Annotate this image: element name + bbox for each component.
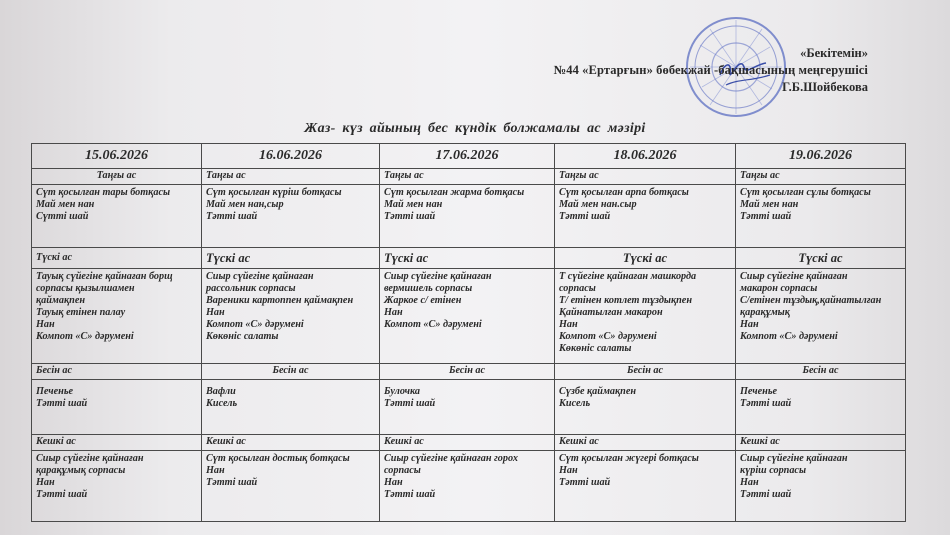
food-item: Май мен нан.сыр	[559, 199, 637, 210]
food-item: Нан	[740, 319, 759, 330]
snack-cell	[202, 380, 380, 435]
food-item: Сүзбе қаймақпен	[559, 386, 637, 397]
dinner-cell	[736, 451, 906, 522]
date-cell: 16.06.2026	[202, 144, 380, 169]
food-item: Сиыр сүйегіне қайнаған	[740, 453, 848, 464]
food-item: Нан	[36, 319, 55, 330]
dinner-row	[32, 451, 906, 522]
date-cell: 18.06.2026	[555, 144, 736, 169]
meal-label: Кешкі ас	[380, 435, 555, 451]
approval-position: №44 «Ертарғын» бөбекжай -бақшасының меңгерушісі	[553, 63, 868, 77]
meal-label: Кешкі ас	[736, 435, 906, 451]
meal-label: Таңғы ас	[380, 169, 555, 185]
food-item: сорпасы	[559, 283, 596, 294]
food-item: Сүт қосылған тары ботқасы	[36, 187, 171, 198]
food-item: Сүт қосылған жарма ботқасы	[384, 187, 525, 198]
meal-label: Түскі ас	[380, 248, 555, 269]
food-item: қарақұмық сорпасы	[36, 465, 126, 476]
meal-label: Түскі ас	[555, 248, 736, 269]
food-item: Сүтті шай	[36, 211, 89, 222]
snack-label-row	[32, 364, 906, 380]
food-item: рассольник сорпасы	[206, 283, 296, 294]
lunch-row	[32, 269, 906, 364]
date-cell: 15.06.2026	[32, 144, 202, 169]
meal-label: Кешкі ас	[202, 435, 380, 451]
food-item: Печенье	[740, 386, 778, 397]
food-item: Тауық сүйегіне қайнаған борщ	[36, 271, 173, 282]
dinner-cell	[32, 451, 202, 522]
food-item: Т сүйегіне қайнаған машкорда	[559, 271, 697, 282]
lunch-cell	[32, 269, 202, 364]
snack-cell	[555, 380, 736, 435]
food-item: Қайнатылған макарон	[559, 307, 663, 318]
dinner-cell	[202, 451, 380, 522]
meal-label: Кешкі ас	[32, 435, 202, 451]
food-item: Тәтті шай	[384, 489, 436, 500]
food-item: Кисель	[559, 398, 591, 409]
snack-cell	[32, 380, 202, 435]
food-item: Сиыр сүйегіне қайнаған горох	[384, 453, 518, 464]
food-item: Компот «С» дәрумені	[740, 331, 838, 342]
food-item: макарон сорпасы	[740, 283, 818, 294]
approval-block	[554, 45, 868, 96]
food-item: Тәтті шай	[559, 477, 611, 488]
food-item: Тәтті шай	[384, 398, 436, 409]
breakfast-label-row	[32, 169, 906, 185]
breakfast-cell	[736, 185, 906, 248]
food-item: Көкөніс салаты	[206, 331, 279, 342]
meal-label: Таңғы ас	[202, 169, 380, 185]
food-item: күріш сорпасы	[740, 465, 807, 476]
snack-cell	[380, 380, 555, 435]
meal-label: Таңғы ас	[736, 169, 906, 185]
date-cell: 19.06.2026	[736, 144, 906, 169]
food-item: Сүт қосылған достық ботқасы	[206, 453, 350, 464]
food-item: сорпасы	[384, 465, 421, 476]
food-item: Вафли	[206, 386, 236, 397]
meal-label: Кешкі ас	[555, 435, 736, 451]
food-item: Сиыр сүйегіне қайнаған	[740, 271, 848, 282]
food-item: қарақұмық	[740, 307, 790, 318]
food-item: Нан	[206, 307, 225, 318]
food-item: Сиыр сүйегіне қайнаған	[206, 271, 314, 282]
breakfast-row	[32, 185, 906, 248]
menu-title: Жаз- күз айының бес күндік болжамалы ас мәзірі	[304, 121, 646, 136]
breakfast-cell	[202, 185, 380, 248]
food-item: Тәтті шай	[36, 398, 88, 409]
food-item: Т/ етінен котлет тұздықпен	[559, 295, 692, 306]
lunch-cell	[380, 269, 555, 364]
food-item: Нан	[36, 477, 55, 488]
meal-label: Түскі ас	[32, 248, 202, 269]
food-item: Кисель	[206, 398, 238, 409]
meal-label: Бесін ас	[736, 364, 906, 380]
food-item: Тәтті шай	[740, 211, 792, 222]
food-item: Компот «С» дәрумені	[36, 331, 134, 342]
breakfast-cell	[32, 185, 202, 248]
food-item: Нан	[559, 465, 578, 476]
food-item: Тәтті шай	[206, 211, 258, 222]
food-item: Нан	[206, 465, 225, 476]
lunch-cell	[555, 269, 736, 364]
meal-label: Түскі ас	[202, 248, 380, 269]
food-item: Май мен нан	[36, 199, 95, 210]
breakfast-cell	[555, 185, 736, 248]
snack-cell	[736, 380, 906, 435]
breakfast-cell	[380, 185, 555, 248]
food-item: Булочка	[384, 386, 421, 397]
lunch-cell	[202, 269, 380, 364]
food-item: Нан	[384, 477, 403, 488]
food-item: Компот «С» дәрумені	[206, 319, 304, 330]
menu-table	[31, 143, 906, 522]
food-item: Тәтті шай	[559, 211, 611, 222]
meal-label: Түскі ас	[736, 248, 906, 269]
dinner-cell	[555, 451, 736, 522]
approval-heading: «Бекітемін»	[800, 46, 868, 60]
food-item: Тәтті шай	[740, 489, 792, 500]
food-item: Тәтті шай	[36, 489, 88, 500]
food-item: Май мен нан	[740, 199, 799, 210]
meal-label: Бесін ас	[32, 364, 202, 380]
food-item: Вареники картоппен қаймақпен	[206, 295, 354, 306]
food-item: Май мен нан	[384, 199, 443, 210]
food-item: Тәтті шай	[740, 398, 792, 409]
dinner-cell	[380, 451, 555, 522]
food-item: вермишель сорпасы	[384, 283, 473, 294]
food-item: Нан	[740, 477, 759, 488]
food-item: Тәтті шай	[384, 211, 436, 222]
food-item: Компот «С» дәрумені	[384, 319, 482, 330]
meal-label: Таңғы ас	[555, 169, 736, 185]
food-item: Нан	[559, 319, 578, 330]
dinner-label-row	[32, 435, 906, 451]
food-item: Сүт қосылған күріш ботқасы	[206, 187, 342, 198]
food-item: Тауық етінен палау	[36, 307, 126, 318]
approval-signatory: Г.Б.Шойбекова	[782, 80, 868, 94]
date-cell: 17.06.2026	[380, 144, 555, 169]
meal-label: Бесін ас	[555, 364, 736, 380]
lunch-label-row	[32, 248, 906, 269]
meal-label: Бесін ас	[202, 364, 380, 380]
food-item: Жаркое с/ етінен	[384, 295, 462, 306]
food-item: сорпасы қызылшамен	[36, 283, 135, 294]
food-item: Сиыр сүйегіне қайнаған	[384, 271, 492, 282]
snack-row	[32, 380, 906, 435]
food-item: қаймақпен	[36, 295, 86, 306]
meal-label: Таңғы ас	[32, 169, 202, 185]
food-item: Нан	[384, 307, 403, 318]
food-item: С/етінен тұздық,қайнатылған	[740, 295, 882, 306]
date-row	[32, 144, 906, 169]
food-item: Сүт қосылған сұлы ботқасы	[740, 187, 871, 198]
food-item: Сүт қосылған жүгері ботқасы	[559, 453, 699, 464]
food-item: Май мен нан,сыр	[206, 199, 284, 210]
food-item: Көкөніс салаты	[559, 343, 632, 354]
meal-label: Бесін ас	[380, 364, 555, 380]
lunch-cell	[736, 269, 906, 364]
food-item: Печенье	[36, 386, 74, 397]
food-item: Тәтті шай	[206, 477, 258, 488]
food-item: Компот «С» дәрумені	[559, 331, 657, 342]
food-item: Сиыр сүйегіне қайнаған	[36, 453, 144, 464]
food-item: Сүт қосылған арпа ботқасы	[559, 187, 689, 198]
